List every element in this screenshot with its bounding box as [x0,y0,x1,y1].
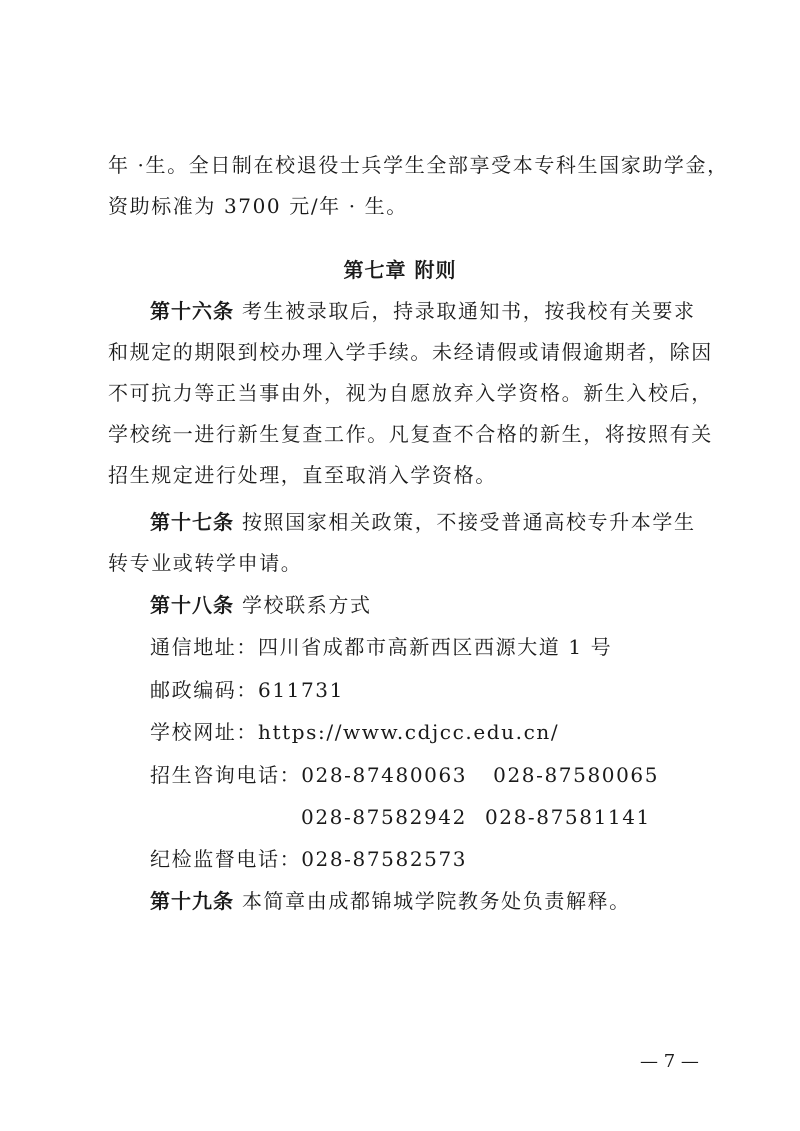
body-text: 年 ·生。全日制在校退役士兵学生全部享受本专科生国家助学金， [108,153,729,177]
body-text: 招生规定进行处理，直至取消入学资格。 [108,463,497,487]
phone-number: 028-87581141 [484,805,651,829]
chapter-title: 第七章 附则 [343,258,457,282]
article-label: 第十八条 [150,593,234,617]
paragraph-line [108,550,302,576]
phone-number: 028-87480063 [301,763,468,787]
paragraph-line [108,421,713,447]
body-text: 不可抗力等正当事由外，视为自愿放弃入学资格。新生入校后， [108,381,713,405]
page-number: — 7 — [640,1051,699,1072]
article-16-line [150,298,696,324]
body-text: 资助标准为 3700 元/年 · 生。 [108,194,408,218]
contact-discipline [150,846,467,872]
postcode-text: 邮政编码：611731 [150,678,344,702]
contact-address [150,634,612,660]
article-19-line [150,888,631,914]
article-label: 第十九条 [150,889,234,913]
paragraph-line [108,339,713,365]
address-text: 通信地址：四川省成都市高新西区西源大道 1 号 [150,635,613,659]
article-17-line [150,509,696,535]
contact-postcode [150,677,344,703]
paragraph-line [108,152,729,178]
article-label: 第十七条 [150,510,234,534]
discipline-text: 纪检监督电话：028-87582573 [150,847,468,871]
admission-label: 招生咨询电话： [150,763,302,787]
website-text: 学校网址：https://www.cdjcc.edu.cn/ [150,720,560,744]
article-18-line [150,592,372,618]
body-text: 学校联系方式 [234,593,372,617]
paragraph-line [108,462,497,488]
body-text: 和规定的期限到校办理入学手续。未经请假或请假逾期者，除因 [108,340,713,364]
article-label: 第十六条 [150,299,234,323]
body-text: 本简章由成都锦城学院教务处负责解释。 [234,889,631,913]
phone-number: 028-87582942 [301,805,467,829]
paragraph-line [108,380,713,406]
contact-admission-phones [150,762,659,788]
body-text: 按照国家相关政策，不接受普通高校专升本学生 [234,510,696,534]
phone-number: 028-87580065 [493,763,660,787]
body-text: 转专业或转学申请。 [108,551,303,575]
body-text: 考生被录取后，持录取通知书，按我校有关要求 [234,299,696,323]
body-text: 学校统一进行新生复查工作。凡复查不合格的新生，将按照有关 [108,422,713,446]
contact-admission-phones-cont [301,804,651,830]
paragraph-line [108,193,408,219]
contact-website [150,719,559,745]
